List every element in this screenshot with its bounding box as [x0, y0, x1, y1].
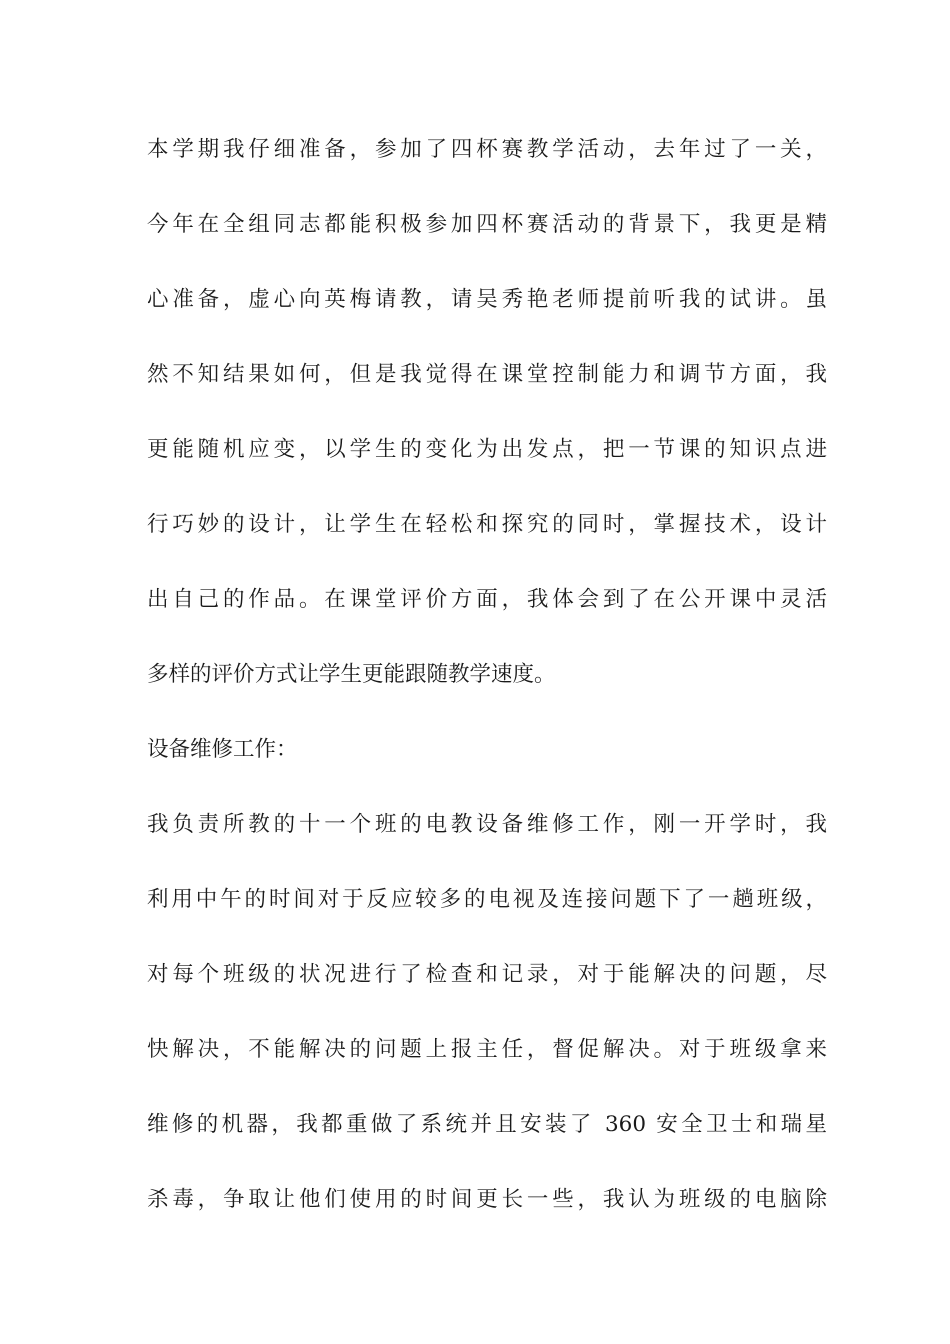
text-line-7: 出自己的作品。在课堂评价方面，我体会到了在公开课中灵活: [147, 587, 827, 612]
text-line-14: 维修的机器，我都重做了系统并且安装了 360 安全卫士和瑞星: [147, 1112, 827, 1137]
text-line-8: 多样的评价方式让学生更能跟随教学速度。: [147, 662, 556, 687]
text-line-2: 今年在全组同志都能积极参加四杯赛活动的背景下，我更是精: [147, 212, 827, 237]
text-line-10: 我负责所教的十一个班的电教设备维修工作，刚一开学时，我: [147, 812, 827, 837]
section-heading: 设备维修工作：: [147, 737, 298, 762]
text-line-13: 快解决，不能解决的问题上报主任，督促解决。对于班级拿来: [147, 1037, 827, 1062]
text-line-1: 本学期我仔细准备，参加了四杯赛教学活动，去年过了一关，: [147, 137, 827, 162]
text-line-11: 利用中午的时间对于反应较多的电视及连接问题下了一趟班级，: [147, 887, 827, 912]
text-line-12: 对每个班级的状况进行了检查和记录，对于能解决的问题，尽: [147, 962, 827, 987]
text-line-6: 行巧妙的设计，让学生在轻松和探究的同时，掌握技术，设计: [147, 512, 827, 537]
text-line-15: 杀毒，争取让他们使用的时间更长一些，我认为班级的电脑除: [147, 1187, 827, 1212]
text-line-4: 然不知结果如何，但是我觉得在课堂控制能力和调节方面，我: [147, 362, 827, 387]
text-line-3: 心准备，虚心向英梅请教，请吴秀艳老师提前听我的试讲。虽: [147, 287, 827, 312]
text-line-5: 更能随机应变，以学生的变化为出发点，把一节课的知识点进: [147, 437, 827, 462]
